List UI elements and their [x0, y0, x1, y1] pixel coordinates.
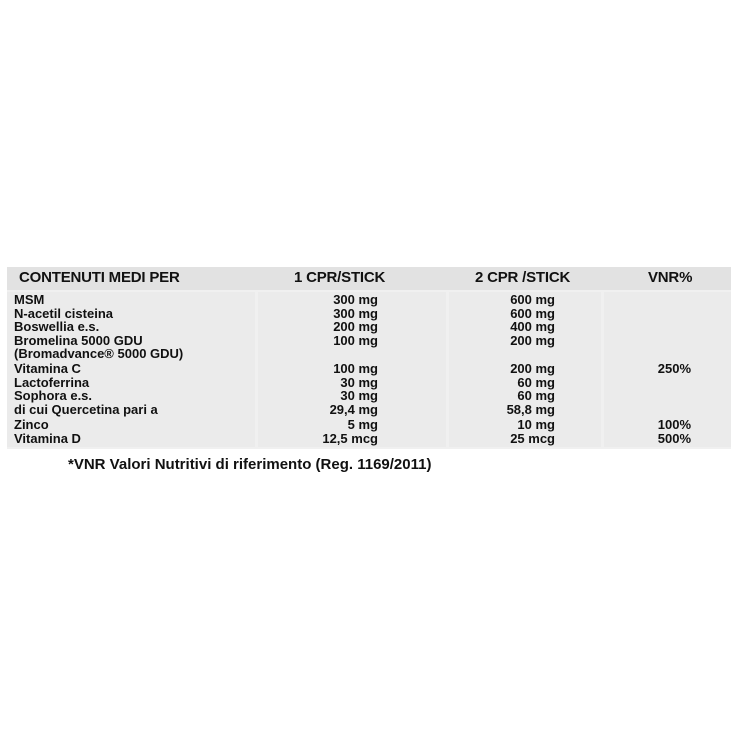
cell-dose1: 5 mg [347, 417, 378, 432]
cell-dose2: 200 mg [510, 333, 555, 348]
cell-dose2: 60 mg [517, 388, 555, 403]
cell-name: (Bromadvance® 5000 GDU) [14, 346, 184, 361]
cell-dose2: 58,8 mg [506, 402, 555, 417]
cell-vnr: 100% [657, 417, 691, 432]
footnote: *VNR Valori Nutritivi di riferimento (Reg. 1169/2011) [68, 456, 432, 473]
cell-dose1: 30 mg [340, 375, 378, 390]
cell-dose2: 200 mg [510, 361, 555, 376]
cell-vnr: 500% [657, 431, 691, 446]
cell-name: di cui Quercetina pari a [14, 402, 158, 417]
cell-name: MSM [14, 292, 45, 307]
cell-name: Boswellia e.s. [14, 319, 100, 334]
cell-dose2: 400 mg [510, 319, 555, 334]
cell-dose1: 200 mg [333, 319, 378, 334]
cell-dose2: 25 mcg [510, 431, 555, 446]
cell-dose2: 600 mg [510, 306, 555, 321]
cell-name: Bromelina 5000 GDU [14, 333, 143, 348]
cell-dose1: 12,5 mcg [322, 431, 378, 446]
table-header [7, 267, 731, 290]
cell-name: N-acetil cisteina [14, 306, 113, 321]
header-vnr: VNR% [648, 269, 693, 286]
header-ingredient: CONTENUTI MEDI PER [19, 269, 180, 286]
cell-dose2: 10 mg [517, 417, 555, 432]
cell-name: Vitamina C [14, 361, 81, 376]
header-dose-1: 1 CPR/STICK [294, 269, 386, 286]
cell-name: Vitamina D [14, 431, 81, 446]
cell-dose1: 100 mg [333, 361, 378, 376]
cell-dose1: 30 mg [340, 388, 378, 403]
cell-name: Lactoferrina [14, 375, 90, 390]
header-dose-2: 2 CPR /STICK [475, 269, 571, 286]
cell-dose1: 300 mg [333, 292, 378, 307]
cell-dose2: 60 mg [517, 375, 555, 390]
cell-dose1: 300 mg [333, 306, 378, 321]
cell-name: Zinco [14, 417, 49, 432]
cell-dose1: 100 mg [333, 333, 378, 348]
cell-vnr: 250% [657, 361, 691, 376]
cell-name: Sophora e.s. [14, 388, 93, 403]
cell-dose2: 600 mg [510, 292, 555, 307]
cell-dose1: 29,4 mg [329, 402, 378, 417]
